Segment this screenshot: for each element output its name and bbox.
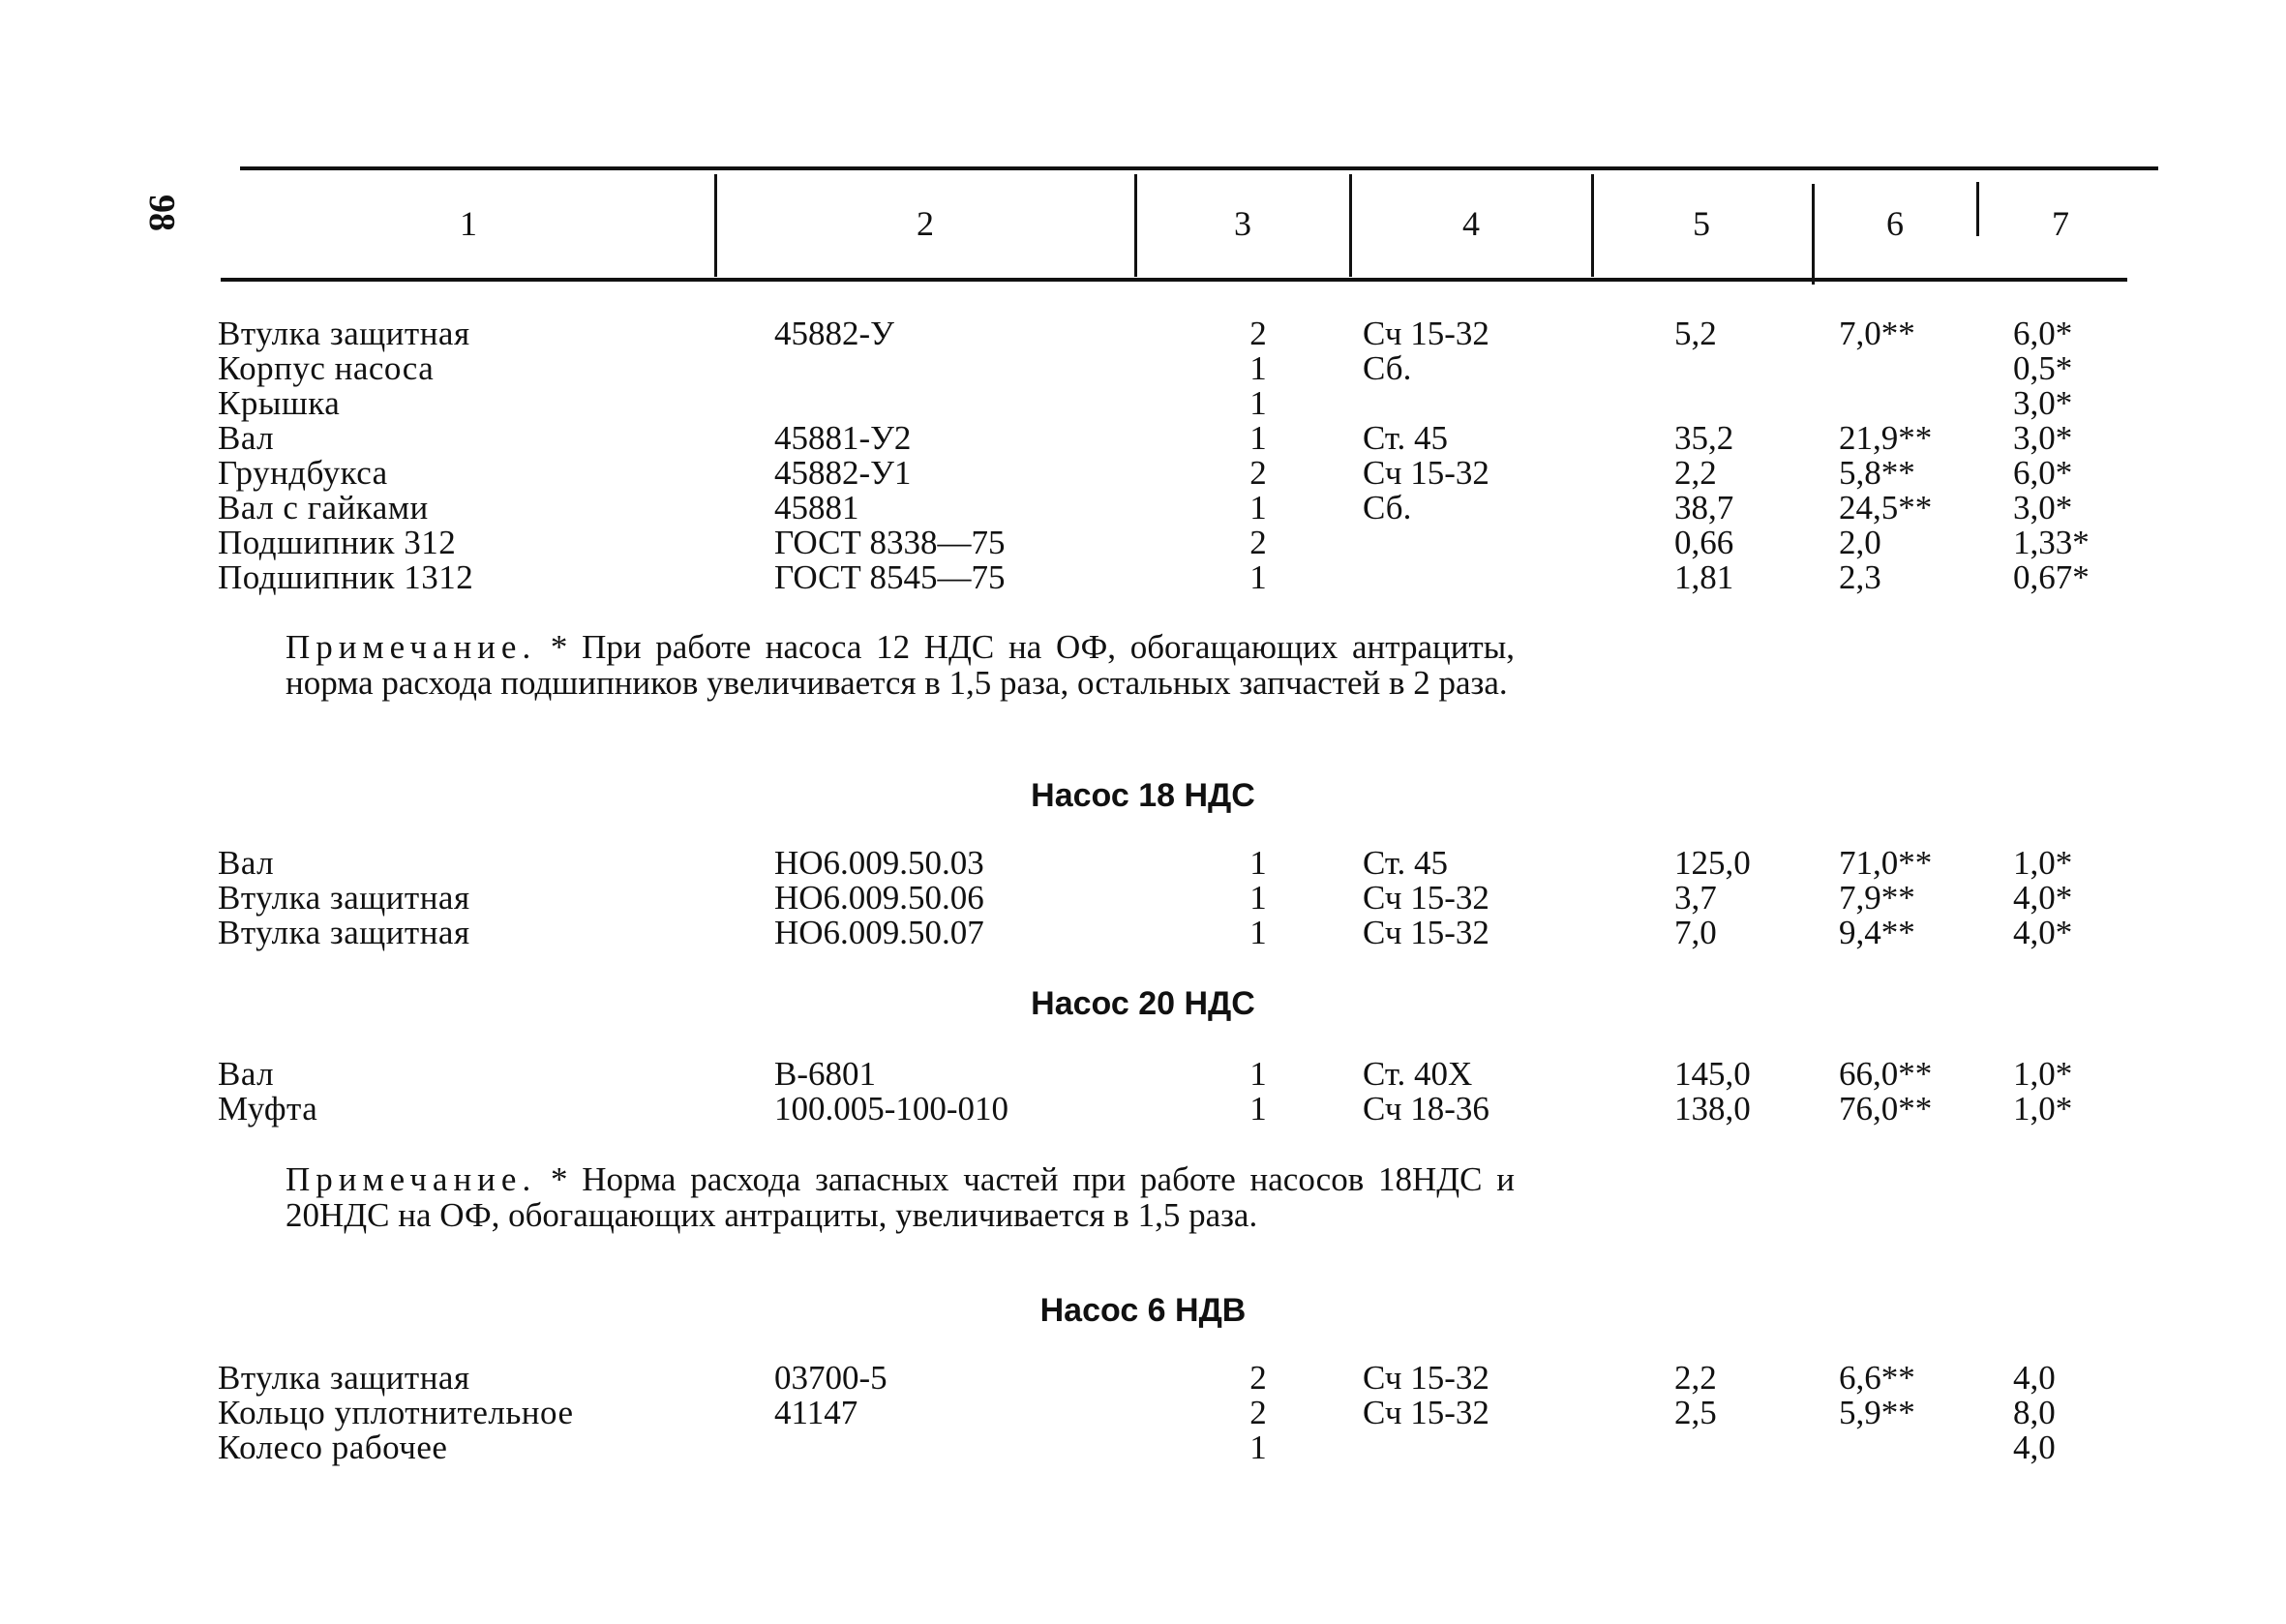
table-row [0, 351, 2286, 386]
cell-designation: НО6.009.50.03 [774, 844, 984, 882]
cell-designation: 03700-5 [774, 1359, 887, 1397]
cell-col-5: 2,5 [1674, 1394, 1717, 1431]
cell-col-7: 3,0* [2013, 384, 2073, 422]
section-title-pump-18-nds: Насос 18 НДС [1031, 777, 1255, 814]
cell-designation: ГОСТ 8338—75 [774, 524, 1006, 561]
page-number: 98 [141, 195, 182, 231]
cell-name: Грундбукса [218, 454, 388, 492]
cell-col-7: 3,0* [2013, 419, 2073, 457]
cell-col-6: 66,0** [1839, 1055, 1933, 1093]
cell-quantity: 1 [1249, 489, 1267, 526]
cell-name: Корпус насоса [218, 349, 435, 387]
cell-material: Сб. [1363, 349, 1412, 387]
cell-designation: НО6.009.50.06 [774, 879, 984, 917]
cell-col-7: 1,0* [2013, 1090, 2073, 1128]
cell-col-7: 3,0* [2013, 489, 2073, 526]
cell-quantity: 1 [1249, 879, 1267, 917]
cell-name: Втулка защитная [218, 1359, 470, 1397]
cell-quantity: 2 [1249, 524, 1267, 561]
table-header-rule [221, 278, 2127, 282]
cell-col-5: 7,0 [1674, 914, 1717, 951]
cell-col-5: 3,7 [1674, 879, 1717, 917]
cell-designation: 45882-У [774, 315, 894, 352]
table-row [0, 1430, 2286, 1465]
cell-name: Подшипник 312 [218, 524, 457, 561]
cell-material: Сч 18-36 [1363, 1090, 1489, 1128]
cell-name: Муфта [218, 1090, 318, 1128]
cell-col-6: 71,0** [1839, 844, 1933, 882]
column-header-7: 7 [2052, 204, 2069, 243]
cell-col-6: 21,9** [1839, 419, 1933, 457]
cell-col-5: 1,81 [1674, 558, 1734, 596]
table-row [0, 881, 2286, 916]
cell-col-6: 2,0 [1839, 524, 1881, 561]
cell-quantity: 1 [1249, 419, 1267, 457]
cell-col-7: 1,0* [2013, 844, 2073, 882]
cell-designation: ГОСТ 8545—75 [774, 558, 1006, 596]
table-header [0, 170, 2286, 277]
cell-material: Ст. 40Х [1363, 1055, 1473, 1093]
column-header-3: 3 [1234, 204, 1251, 243]
cell-material: Сч 15-32 [1363, 914, 1489, 951]
cell-col-5: 2,2 [1674, 454, 1717, 492]
cell-col-7: 6,0* [2013, 315, 2073, 352]
cell-quantity: 2 [1249, 454, 1267, 492]
note-text: * Норма расхода запасных частей при работе насосов 18НДС и 20НДС на ОФ, обогащающих антрациты, увеличивается в 1,5 раза. [286, 1160, 1516, 1234]
table-row [0, 526, 2286, 560]
cell-col-7: 0,5* [2013, 349, 2073, 387]
cell-col-6: 5,9** [1839, 1394, 1915, 1431]
cell-designation: 45881-У2 [774, 419, 912, 457]
cell-col-6: 6,6** [1839, 1359, 1915, 1397]
cell-col-7: 6,0* [2013, 454, 2073, 492]
cell-designation: В-6801 [774, 1055, 876, 1093]
cell-name: Втулка защитная [218, 914, 470, 951]
cell-col-5: 5,2 [1674, 315, 1717, 352]
cell-col-5: 38,7 [1674, 489, 1734, 526]
cell-name: Вал [218, 419, 275, 457]
cell-name: Втулка защитная [218, 315, 470, 352]
cell-col-5: 138,0 [1674, 1090, 1751, 1128]
table-row [0, 316, 2286, 351]
cell-material: Сч 15-32 [1363, 454, 1489, 492]
cell-col-6: 5,8** [1839, 454, 1915, 492]
cell-name: Подшипник 1312 [218, 558, 474, 596]
cell-col-5: 125,0 [1674, 844, 1751, 882]
cell-material: Ст. 45 [1363, 844, 1449, 882]
cell-name: Вал [218, 1055, 275, 1093]
cell-quantity: 1 [1249, 844, 1267, 882]
column-header-5: 5 [1693, 204, 1710, 243]
cell-col-7: 4,0* [2013, 914, 2073, 951]
cell-quantity: 2 [1249, 315, 1267, 352]
table-row [0, 1396, 2286, 1430]
cell-name: Втулка защитная [218, 879, 470, 917]
column-header-6: 6 [1886, 204, 1904, 243]
column-header-1: 1 [460, 204, 477, 243]
cell-designation: НО6.009.50.07 [774, 914, 984, 951]
cell-col-6: 2,3 [1839, 558, 1881, 596]
cell-col-7: 8,0 [2013, 1394, 2056, 1431]
note-label: Примечание. [286, 1160, 537, 1198]
cell-designation: 100.005-100-010 [774, 1090, 1009, 1128]
cell-quantity: 2 [1249, 1394, 1267, 1431]
table-row [0, 846, 2286, 881]
cell-quantity: 1 [1249, 1090, 1267, 1128]
cell-quantity: 1 [1249, 1055, 1267, 1093]
cell-col-7: 1,0* [2013, 1055, 2073, 1093]
cell-material: Сб. [1363, 489, 1412, 526]
cell-quantity: 2 [1249, 1359, 1267, 1397]
cell-quantity: 1 [1249, 1429, 1267, 1466]
cell-material: Сч 15-32 [1363, 315, 1489, 352]
cell-quantity: 1 [1249, 384, 1267, 422]
cell-material: Сч 15-32 [1363, 879, 1489, 917]
table-row [0, 1057, 2286, 1092]
cell-designation: 45881 [774, 489, 859, 526]
cell-name: Кольцо уплотнительное [218, 1394, 574, 1431]
cell-designation: 41147 [774, 1394, 858, 1431]
note-label: Примечание. [286, 628, 537, 666]
cell-material: Сч 15-32 [1363, 1359, 1489, 1397]
cell-col-6: 9,4** [1839, 914, 1915, 951]
cell-name: Вал [218, 844, 275, 882]
cell-col-5: 35,2 [1674, 419, 1734, 457]
section-title-pump-20-nds: Насос 20 НДС [1031, 985, 1255, 1022]
cell-name: Крышка [218, 384, 341, 422]
cell-material: Сч 15-32 [1363, 1394, 1489, 1431]
cell-col-6: 7,9** [1839, 879, 1915, 917]
cell-designation: 45882-У1 [774, 454, 912, 492]
cell-col-5: 2,2 [1674, 1359, 1717, 1397]
table-row [0, 1092, 2286, 1127]
note-pump-18-20-nds [286, 1161, 1515, 1233]
section-title-pump-6-ndv: Насос 6 НДВ [1039, 1292, 1247, 1329]
cell-col-5: 145,0 [1674, 1055, 1751, 1093]
cell-quantity: 1 [1249, 349, 1267, 387]
table-row [0, 456, 2286, 491]
table-row [0, 560, 2286, 595]
cell-col-7: 0,67* [2013, 558, 2090, 596]
cell-quantity: 1 [1249, 558, 1267, 596]
cell-name: Колесо рабочее [218, 1429, 448, 1466]
cell-quantity: 1 [1249, 914, 1267, 951]
cell-col-5: 0,66 [1674, 524, 1734, 561]
note-pump-12-nds [286, 629, 1515, 701]
cell-col-7: 4,0* [2013, 879, 2073, 917]
cell-col-7: 4,0 [2013, 1359, 2056, 1397]
table-row [0, 491, 2286, 526]
cell-col-6: 7,0** [1839, 315, 1915, 352]
column-header-4: 4 [1462, 204, 1480, 243]
cell-name: Вал с гайками [218, 489, 429, 526]
table-row [0, 1361, 2286, 1396]
cell-col-7: 4,0 [2013, 1429, 2056, 1466]
note-text: * При работе насоса 12 НДС на ОФ, обогащающих антрациты, норма расхода подшипников увеличивается в 1,5 раза, остальных запчастей в 2 раза. [286, 628, 1515, 702]
cell-col-6: 76,0** [1839, 1090, 1933, 1128]
table-row [0, 421, 2286, 456]
table-row [0, 916, 2286, 950]
cell-material: Ст. 45 [1363, 419, 1449, 457]
cell-col-7: 1,33* [2013, 524, 2090, 561]
table-row [0, 386, 2286, 421]
column-header-2: 2 [917, 204, 934, 243]
cell-col-6: 24,5** [1839, 489, 1933, 526]
